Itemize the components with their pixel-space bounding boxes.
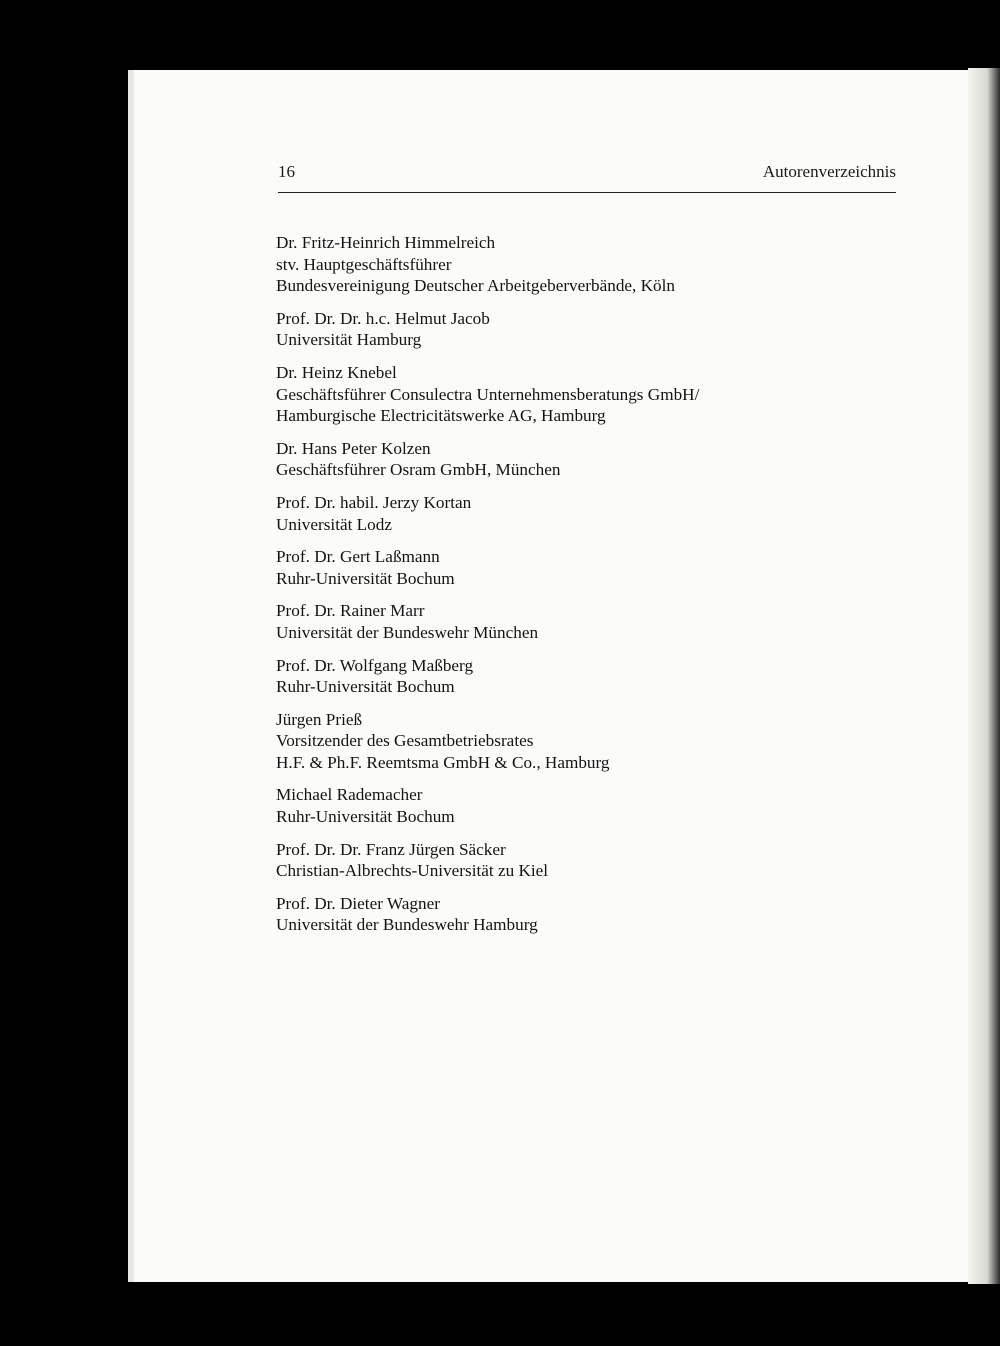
author-entry <box>276 308 916 351</box>
author-name: Dr. Hans Peter Kolzen <box>276 438 431 458</box>
author-affiliation-line: Universität Lodz <box>276 514 392 534</box>
running-title: Autorenverzeichnis <box>762 162 896 181</box>
author-name: Prof. Dr. Dr. Franz Jürgen Säcker <box>276 839 506 859</box>
author-entry <box>276 362 916 427</box>
author-entry <box>276 839 916 882</box>
author-affiliation-line: stv. Hauptgeschäftsführer <box>276 254 452 274</box>
author-affiliation-line: Universität der Bundeswehr München <box>276 622 539 642</box>
author-affiliation-line: Christian-Albrechts-Universität zu Kiel <box>276 861 549 881</box>
author-name: Prof. Dr. habil. Jerzy Kortan <box>276 492 472 512</box>
author-name: Dr. Heinz Knebel <box>276 362 397 382</box>
author-affiliation-line: Universität Hamburg <box>276 330 422 350</box>
author-affiliation-line: Hamburgische Electricitätswerke AG, Hamburg <box>276 406 606 426</box>
author-list <box>276 232 916 947</box>
author-entry <box>276 709 916 774</box>
author-affiliation-line: Ruhr-Universität Bochum <box>276 677 455 697</box>
author-name: Prof. Dr. Gert Laßmann <box>276 547 440 567</box>
page-edge <box>968 68 1000 1284</box>
author-affiliation-line: Geschäftsführer Consulectra Unternehmensberatungs GmbH/ <box>276 384 700 404</box>
author-affiliation-line: Universität der Bundeswehr Hamburg <box>276 915 538 935</box>
author-entry <box>276 784 916 827</box>
author-entry <box>276 600 916 643</box>
author-entry <box>276 655 916 698</box>
author-name: Prof. Dr. Dr. h.c. Helmut Jacob <box>276 308 490 328</box>
author-entry <box>276 492 916 535</box>
author-entry <box>276 438 916 481</box>
author-name: Prof. Dr. Rainer Marr <box>276 601 425 621</box>
author-entry <box>276 546 916 589</box>
author-name: Dr. Fritz-Heinrich Himmelreich <box>276 233 496 252</box>
author-name: Jürgen Prieß <box>276 709 363 729</box>
author-affiliation-line: Vorsitzender des Gesamtbetriebsrates <box>276 731 534 751</box>
author-affiliation-line: Geschäftsführer Osram GmbH, München <box>276 460 561 480</box>
author-affiliation-line: Ruhr-Universität Bochum <box>276 807 455 827</box>
author-affiliation-line: Ruhr-Universität Bochum <box>276 568 455 588</box>
author-entry <box>276 893 916 936</box>
author-name: Prof. Dr. Wolfgang Maßberg <box>276 655 474 675</box>
page-header <box>278 160 896 193</box>
page-number: 16 <box>278 162 295 181</box>
author-name: Prof. Dr. Dieter Wagner <box>276 893 440 913</box>
author-affiliation-line: Bundesvereinigung Deutscher Arbeitgeberverbände, Köln <box>276 276 676 296</box>
author-entry <box>276 232 916 297</box>
author-name: Michael Rademacher <box>276 785 423 805</box>
author-affiliation-line: H.F. & Ph.F. Reemtsma GmbH & Co., Hamburg <box>276 752 610 772</box>
